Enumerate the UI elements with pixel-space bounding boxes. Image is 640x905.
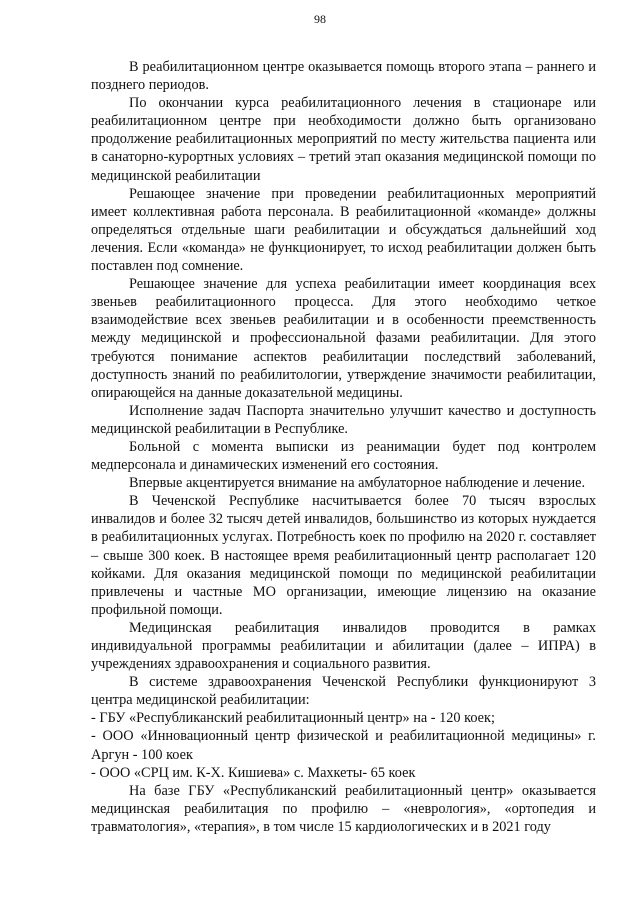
paragraph-patient-control: Больной с момента выписки из реанимации будет под контролем медперсонала и динамических изменений его состояния. (91, 438, 596, 474)
paragraph-centers-intro: В системе здравоохранения Чеченской Республики функционируют 3 центра медицинской реабилитации: (91, 674, 596, 709)
paragraph-ipra: Медицинская реабилитация инвалидов проводится в рамках индивидуальной программы реабилитации и абилитации (далее – ИПРА) в учреждениях здравоохранения и социального развития. (91, 619, 596, 673)
paragraph-passport-tasks: Исполнение задач Паспорта значительно улучшит качество и доступность медицинской реабилитации в Республике. (91, 402, 596, 437)
paragraph-disabled-statistics: В Чеченской Республике насчитывается более 70 тысяч взрослых инвалидов и более 32 тысяч детей инвалидов, большинство из которых нуждается в реабилитационных услугах. Потребность коек по профилю на 2020 г. составляет – свыше 300 коек. В настоящее время реабилитационный центр располагает 120 койками. Для оказания медицинской помощи по медицинской реабилитации привлечены и частные МО организации, имеющие лицензию на оказание профильной помощи. (91, 493, 596, 618)
paragraph-second-stage: В реабилитационном центре оказывается помощь второго этапа – раннего и позднего периодов. (91, 59, 596, 94)
paragraph-coordination: Решающее значение для успеха реабилитации имеет координация всех звеньев реабилитационного процесса. Для этого необходимо четкое взаимодействие всех звеньев реабилитации и в особенности преемственность между медицинской и профессиональной фазами реабилитации. Для этого требуются понимание аспектов реабилитации последствий заболеваний, доступность знаний по реабилитологии, утверждение значимости реабилитации, опирающейся на данные доказательной медицины. (91, 276, 596, 401)
paragraph-outpatient: Впервые акцентируется внимание на амбулаторное наблюдение и лечение. (129, 475, 586, 492)
paragraph-team-work: Решающее значение при проведении реабилитационных мероприятий имеет коллективная работа персонала. В реабилитационной «команде» должны определяться отдельные шаги реабилитации и обсуждаться дальнейший ход лечения. Если «команда» не функционирует, то исход реабилитации должен быть поставлен под сомнение. (91, 185, 596, 275)
paragraph-closing: На базе ГБУ «Республиканский реабилитационный центр» оказывается медицинская реабилитация по профилю – «неврология», «ортопедия и травматология», «терапия», в том числе 15 кардиологических и в 2021 году (91, 782, 596, 835)
list-item-republican-center: - ГБУ «Республиканский реабилитационный центр» на - 120 коек; (91, 710, 495, 727)
list-item-src-kishiev: - ООО «СРЦ им. К-Х. Кишиева» с. Махкеты- 65 коек (91, 764, 416, 781)
page-number: 98 (314, 12, 326, 26)
list-item-innovation-center: - ООО «Инновационный центр физической и реабилитационной медицины» г. Аргун - 100 коек (91, 728, 596, 763)
paragraph-third-stage: По окончании курса реабилитационного лечения в стационаре или реабилитационном центре при необходимости должно быть организовано продолжение реабилитационных мероприятий по месту жительства пациента или в санаторно-курортных условиях – третий этап оказания медицинской помощи по медицинской реабилитации (91, 95, 596, 184)
document-body (91, 58, 596, 836)
